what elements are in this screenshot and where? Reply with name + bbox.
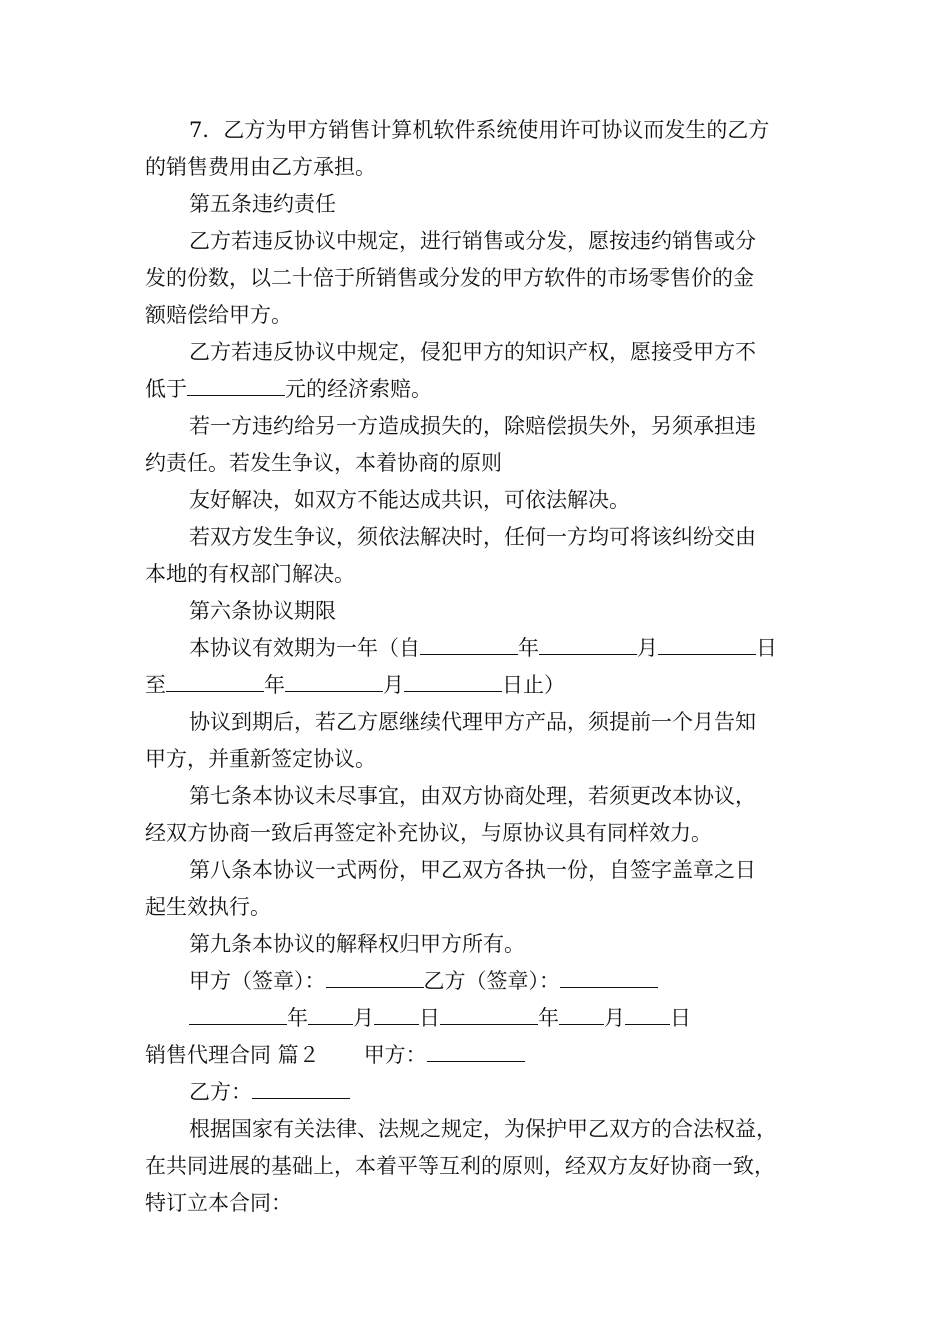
party-a-signature-blank[interactable]: [326, 963, 424, 988]
contract-2-party-a-blank[interactable]: [427, 1037, 525, 1062]
paragraph-breach-1: 乙方若违反协议中规定，进行销售或分发，愿按违约销售或分: [189, 229, 756, 253]
contract-2-preamble-cont: 在共同进展的基础上，本着平等互利的原则，经双方友好协商一致，: [145, 1154, 775, 1178]
paragraph-7-cont: 的销售费用由乙方承担。: [145, 155, 376, 179]
paragraph-breach-1-cont2: 额赔偿给甲方。: [145, 303, 292, 327]
contract-2-party-b-blank[interactable]: [252, 1074, 350, 1099]
paragraph-breach-3: 若一方违约给另一方造成损失的，除赔偿损失外，另须承担违: [189, 414, 756, 438]
document-page: [145, 112, 810, 1222]
paragraph-article-7-cont: 经双方协商一致后再签定补充协议，与原协议具有同样效力。: [145, 821, 712, 845]
paragraph-article-8: 第八条本协议一式两份，甲乙双方各执一份，自签字盖章之日: [189, 858, 756, 882]
contract-2-preamble-cont2: 特订立本合同：: [145, 1191, 292, 1215]
paragraph-7: 7．乙方为甲方销售计算机软件系统使用许可协议而发生的乙方: [189, 118, 770, 142]
paragraph-amicable: 友好解决，如双方不能达成共识，可依法解决。: [189, 488, 630, 512]
heading-article-6: 第六条协议期限: [189, 599, 336, 623]
paragraph-term: 本协议有效期为一年（自 年 月 日: [145, 630, 810, 667]
contract-2-preamble: 根据国家有关法律、法规之规定，为保护甲乙双方的合法权益，: [189, 1117, 777, 1141]
paragraph-article-8-cont: 起生效执行。: [145, 895, 271, 919]
paragraph-renewal: 协议到期后，若乙方愿继续代理甲方产品，须提前一个月告知: [189, 710, 756, 734]
paragraph-breach-2: 乙方若违反协议中规定，侵犯甲方的知识产权，愿接受甲方不: [189, 340, 756, 364]
sign-day-a-blank[interactable]: [374, 1000, 419, 1025]
heading-article-5: 第五条违约责任: [189, 192, 336, 216]
sign-month-b-blank[interactable]: [559, 1000, 604, 1025]
sign-year-b-blank[interactable]: [440, 1000, 538, 1025]
paragraph-breach-1-cont: 发的份数，以二十倍于所销售或分发的甲方软件的市场零售价的金: [145, 266, 754, 290]
amount-blank[interactable]: [187, 371, 285, 396]
signature-line: 甲方（签章）： 乙方（签章）：: [145, 963, 810, 1000]
contract-2-party-b: 乙方：: [145, 1074, 810, 1111]
signature-date-line: 年 月 日 年 月 日: [145, 1000, 810, 1037]
paragraph-dispute: 若双方发生争议，须依法解决时，任何一方均可将该纠纷交由: [189, 525, 756, 549]
contract-2-heading: 销售代理合同 篇２ 甲方：: [145, 1037, 810, 1074]
paragraph-dispute-cont: 本地的有权部门解决。: [145, 562, 355, 586]
paragraph-article-7: 第七条本协议未尽事宜，由双方协商处理，若须更改本协议，: [189, 784, 756, 808]
end-month-blank[interactable]: [285, 667, 383, 692]
start-month-blank[interactable]: [539, 630, 637, 655]
start-day-blank[interactable]: [658, 630, 756, 655]
end-day-blank[interactable]: [404, 667, 502, 692]
start-year-blank[interactable]: [420, 630, 518, 655]
end-year-blank[interactable]: [166, 667, 264, 692]
paragraph-article-9: 第九条本协议的解释权归甲方所有。: [189, 932, 525, 956]
paragraph-renewal-cont: 甲方，并重新签定协议。: [145, 747, 376, 771]
sign-day-b-blank[interactable]: [625, 1000, 670, 1025]
paragraph-breach-2-cont: 低于 元的经济索赔。: [145, 371, 810, 408]
sign-month-a-blank[interactable]: [308, 1000, 353, 1025]
paragraph-term-cont: 至 年 月 日止）: [145, 667, 810, 704]
paragraph-breach-3-cont: 约责任。若发生争议，本着协商的原则: [145, 451, 502, 475]
party-b-signature-blank[interactable]: [560, 963, 658, 988]
sign-year-a-blank[interactable]: [189, 1000, 287, 1025]
